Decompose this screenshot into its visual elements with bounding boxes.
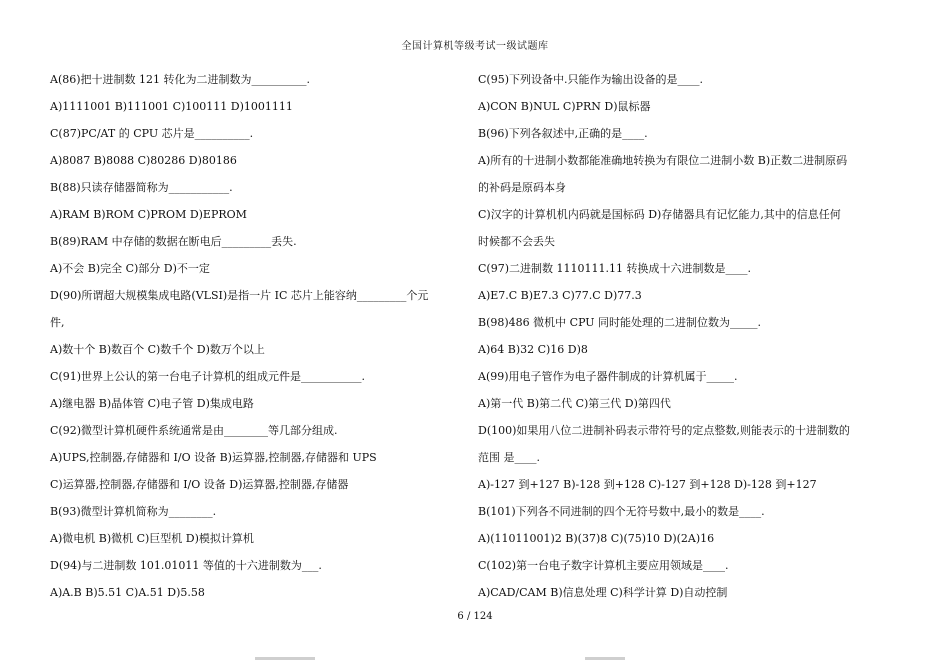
- text-line: A)不会 B)完全 C)部分 D)不一定: [50, 262, 210, 275]
- text-line: A)(11011001)2 B)(37)8 C)(75)10 D)(2A)16: [478, 532, 715, 545]
- scan-artifact-mark: [255, 657, 315, 660]
- text-line: A)8087 B)8088 C)80286 D)80186: [50, 154, 237, 167]
- text-line: C(87)PC/AT 的 CPU 芯片是__________.: [50, 127, 254, 140]
- text-line: D(94)与二进制数 101.01011 等值的十六进制数为___.: [50, 559, 322, 572]
- text-line: C)运算器,控制器,存储器和 I/O 设备 D)运算器,控制器,存储器: [50, 478, 349, 491]
- page-number: 6 / 124: [457, 611, 493, 622]
- text-line: D(90)所谓超大规模集成电路(VLSI)是指一片 IC 芯片上能容纳_________个元: [50, 289, 429, 302]
- text-line: A)1111001 B)111001 C)100111 D)1001111: [50, 100, 293, 113]
- text-line: C(97)二进制数 1110111.11 转换成十六进制数是____.: [478, 262, 751, 275]
- text-line: A)所有的十进制小数都能准确地转换为有限位二进制小数 B)正数二进制原码: [478, 154, 848, 167]
- text-line: 范围 是____.: [478, 451, 540, 464]
- text-line: C(92)微型计算机硬件系统通常是由________等几部分组成.: [50, 424, 338, 437]
- text-line: A)CON B)NUL C)PRN D)鼠标器: [478, 100, 651, 113]
- text-line: A)RAM B)ROM C)PROM D)EPROM: [50, 208, 247, 221]
- text-line: D(100)如果用八位二进制补码表示带符号的定点整数,则能表示的十进制数的: [478, 424, 850, 437]
- text-line: C(91)世界上公认的第一台电子计算机的组成元件是___________.: [50, 370, 365, 383]
- left-question-column: [50, 66, 450, 606]
- text-line: 件,: [50, 316, 65, 329]
- scan-artifact-mark: [585, 657, 625, 660]
- text-line: 的补码是原码本身: [478, 181, 566, 194]
- text-line: A)A.B B)5.51 C)A.51 D)5.58: [50, 586, 205, 599]
- text-line: C(95)下列设备中.只能作为输出设备的是____.: [478, 73, 703, 86]
- text-line: B(88)只读存储器简称为___________.: [50, 181, 233, 194]
- text-line: C(102)第一台电子数字计算机主要应用领域是____.: [478, 559, 729, 572]
- text-line: B(101)下列各不同进制的四个无符号数中,最小的数是____.: [478, 505, 765, 518]
- text-line: A(86)把十进制数 121 转化为二进制数为__________.: [50, 73, 311, 86]
- right-question-column: [478, 66, 908, 606]
- text-line: A)CAD/CAM B)信息处理 C)科学计算 D)自动控制: [478, 586, 728, 599]
- text-line: B(93)微型计算机简称为________.: [50, 505, 217, 518]
- text-line: A)UPS,控制器,存储器和 I/O 设备 B)运算器,控制器,存储器和 UPS: [50, 451, 377, 464]
- text-line: A)-127 到+127 B)-128 到+128 C)-127 到+128 D)-128 到+127: [478, 478, 817, 491]
- text-line: A)数十个 B)数百个 C)数千个 D)数万个以上: [50, 343, 265, 356]
- text-line: A)继电器 B)晶体管 C)电子管 D)集成电路: [50, 397, 254, 410]
- text-line: 时候都不会丢失: [478, 235, 555, 248]
- text-line: B(96)下列各叙述中,正确的是____.: [478, 127, 648, 140]
- text-line: A(99)用电子管作为电子器件制成的计算机属于_____.: [478, 370, 738, 383]
- page-header-title: 全国计算机等级考试一级试题库: [401, 41, 549, 52]
- text-line: B(98)486 微机中 CPU 同时能处理的二进制位数为_____.: [478, 316, 762, 329]
- text-line: B(89)RAM 中存储的数据在断电后_________丢失.: [50, 235, 297, 248]
- text-line: A)第一代 B)第二代 C)第三代 D)第四代: [478, 397, 671, 410]
- text-line: A)E7.C B)E7.3 C)77.C D)77.3: [478, 289, 642, 302]
- text-line: C)汉字的计算机机内码就是国标码 D)存储器具有记忆能力,其中的信息任何: [478, 208, 841, 221]
- text-line: A)微电机 B)微机 C)巨型机 D)模拟计算机: [50, 532, 254, 545]
- text-line: A)64 B)32 C)16 D)8: [478, 343, 588, 356]
